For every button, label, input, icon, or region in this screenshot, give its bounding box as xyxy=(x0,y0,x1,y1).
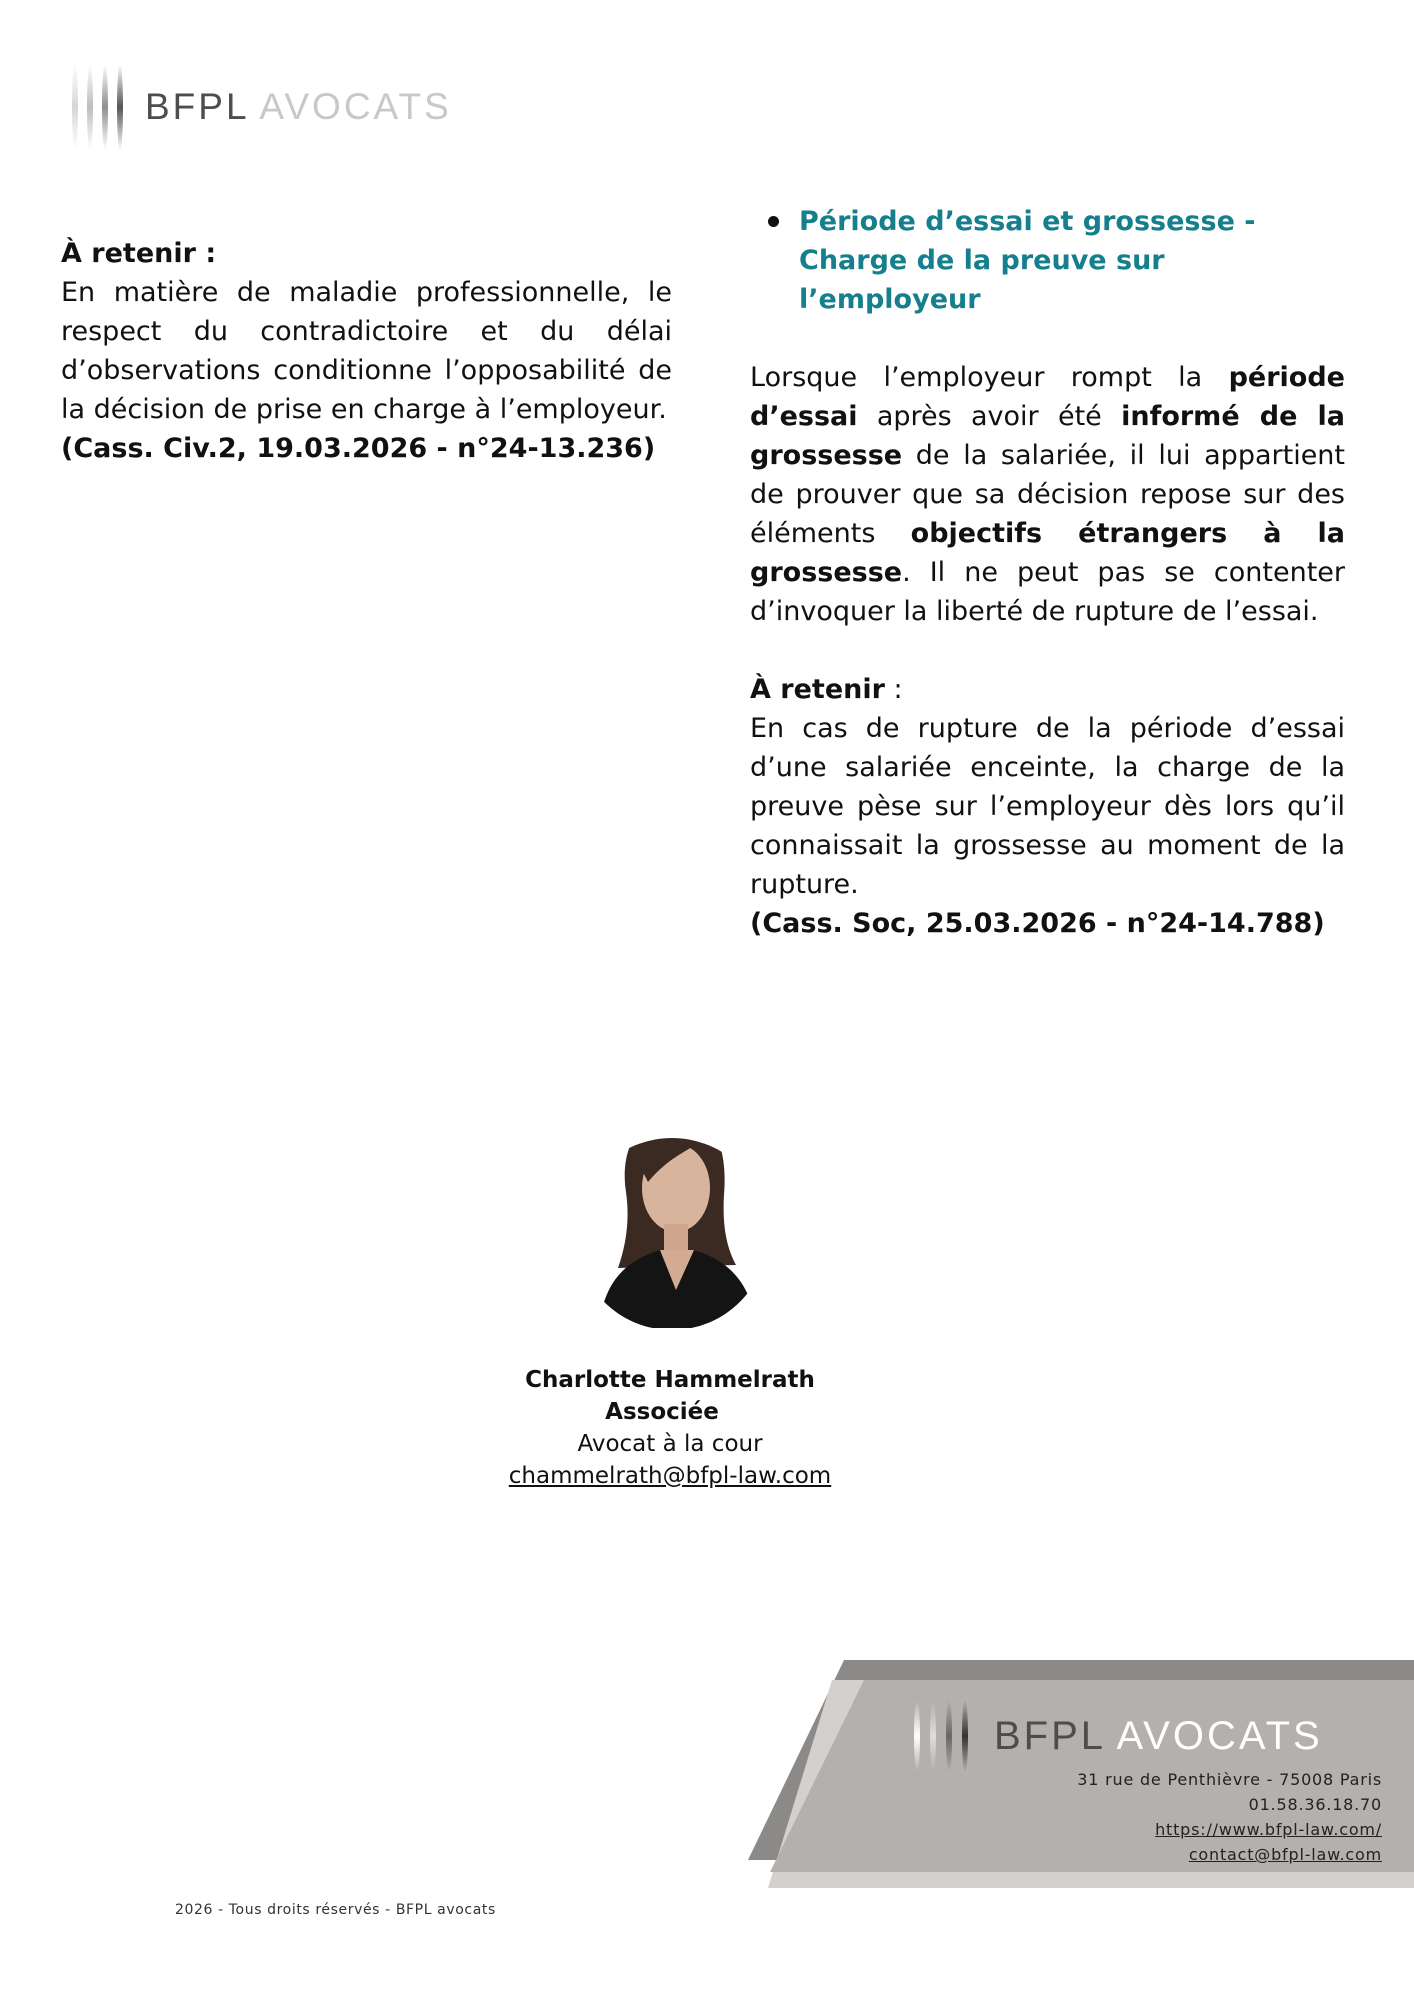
section-paragraph: Lorsque l’employeur rompt la période d’essai après avoir été informé de la grossesse de la salariée, il lui appartient de prouver que sa décision repose sur des éléments objectifs étrangers à la grossesse. Il ne peut pas se contenter d’invoquer la liberté de rupture de l’essai. xyxy=(750,362,1345,627)
retenir-heading: À retenir : xyxy=(61,238,217,269)
footer-logo xyxy=(914,1700,1323,1772)
logo-bars-icon xyxy=(72,64,123,150)
left-column xyxy=(61,218,672,468)
copyright: 2026 - Tous droits réservés - BFPL avocats xyxy=(175,1902,496,1918)
bullet-icon xyxy=(768,216,779,227)
footer-contact-link[interactable]: contact@bfpl-law.com xyxy=(1188,1845,1382,1864)
footer-address: 31 rue de Penthièvre - 75008 Paris xyxy=(1077,1770,1382,1789)
retenir-heading: À retenir : xyxy=(750,674,903,705)
footer-website-link[interactable]: https://www.bfpl-law.com/ xyxy=(1155,1820,1382,1839)
author-email-link[interactable]: chammelrath@bfpl-law.com xyxy=(508,1463,832,1489)
author-block xyxy=(420,1364,920,1492)
logo-wordmark: BFPL AVOCATS xyxy=(994,1713,1323,1758)
retenir-body: En matière de maladie professionnelle, le respect du contradictoire et du délai d’observations conditionne l’opposabilité de la décision de prise en charge à l’employeur. xyxy=(61,277,672,425)
right-column xyxy=(750,206,1345,943)
author-role: Associée xyxy=(605,1399,719,1425)
footer-contact xyxy=(1077,1767,1382,1867)
case-citation: (Cass. Civ.2, 19.03.2026 - n°24-13.236) xyxy=(61,433,656,464)
author-name: Charlotte Hammelrath xyxy=(525,1367,815,1393)
bfpl-logo xyxy=(72,64,452,150)
logo-wordmark: BFPL AVOCATS xyxy=(145,86,452,127)
author-photo xyxy=(578,1100,758,1328)
retenir-body: En cas de rupture de la période d’essai d’une salariée enceinte, la charge de la preuve pèse sur l’employeur dès lors qu’il connaissait la grossesse au moment de la rupture. xyxy=(750,713,1345,900)
logo-bars-icon xyxy=(914,1700,968,1772)
footer-phone: 01.58.36.18.70 xyxy=(1248,1795,1382,1814)
author-title: Avocat à la cour xyxy=(577,1431,763,1457)
case-citation: (Cass. Soc, 25.03.2026 - n°24-14.788) xyxy=(750,908,1325,939)
section-title: Période d’essai et grossesse - Charge de la preuve sur l’employeur xyxy=(768,202,1345,319)
